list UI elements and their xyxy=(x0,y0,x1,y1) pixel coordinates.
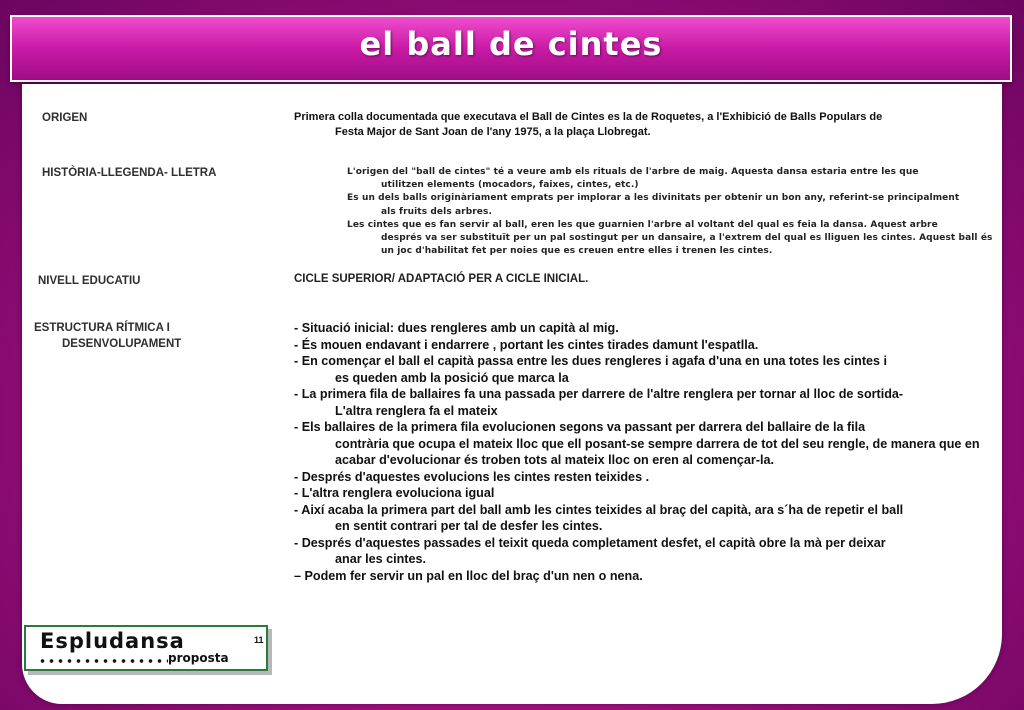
origen-line-1: Primera colla documentada que executava el Ball de Cintes es la de Roquetes, a l'Exhibició de Balls Populars de xyxy=(294,111,883,123)
page-title: el ball de cintes xyxy=(359,25,663,63)
item-3-text: - En començar el ball el capità passa entre les dues rengleres i agafa d'una en una totes les cintes i xyxy=(294,354,888,368)
logo-name: Espludansa xyxy=(40,629,185,653)
item-1-text: - Situació inicial: dues rengleres amb un capità al mig. xyxy=(294,321,619,335)
historia-p1-first: L'origen del "ball de cintes" té a veure amb els rituals de l'arbre de maig. Aquesta dansa estaria entre les que xyxy=(347,167,919,177)
historia-label: HISTÒRIA-LLEGENDA- LLETRA xyxy=(42,167,217,179)
origen-text xyxy=(294,110,1002,140)
origen-label: ORIGEN xyxy=(42,112,88,124)
logo-subtitle: proposta xyxy=(168,651,229,665)
historia-p2-first: Es un dels balls originàriament emprats per implorar a les divinitats per obtenir un bon any, referint-se principalment xyxy=(347,193,960,204)
historia-text xyxy=(347,166,1002,258)
historia-p1-rest: utilitzen elements (mocadors, faixes, cintes, etc.) xyxy=(381,180,639,191)
list-item xyxy=(294,485,1002,502)
list-item xyxy=(294,535,1002,568)
item-4-text: - La primera fila de ballaires fa una passada per darrere de l'altre renglera per tornar al lloc de sortida- xyxy=(294,387,904,401)
historia-p3-first: Les cintes que es fan servir al ball, eren les que guarnien l'arbre al voltant del qual es feia la dansa. Aquest arbre xyxy=(347,219,938,230)
item-5-rest: contrària que ocupa el mateix lloc que ell posant-se sempre darrera de tot del seu rengle, de manera que en acabar d'evolucionar és troben tots al mateix lloc on eren al començar-la. xyxy=(335,436,980,467)
list-item xyxy=(294,502,1002,535)
list-item xyxy=(294,386,1002,419)
espludansa-logo xyxy=(24,625,268,671)
item-8-text: - Així acaba la primera part del ball amb les cintes teixides al braç del capità, ara s´ha de repetir el ball xyxy=(294,502,904,517)
item-6-text: - Després d'aquestes evolucions les cintes resten teixides . xyxy=(294,469,650,484)
logo-dots-decoration xyxy=(38,657,168,665)
item-9-rest: anar les cintes. xyxy=(335,552,427,566)
estructura-label-1: ESTRUCTURA RÍTMICA I xyxy=(34,322,170,334)
item-3-rest: es queden amb la posició que marca la xyxy=(335,370,569,385)
item-4-rest: L'altra renglera fa el mateix xyxy=(335,403,498,418)
title-bar xyxy=(10,15,1012,82)
historia-p2-rest: als fruits dels arbres. xyxy=(381,206,492,217)
historia-paragraph xyxy=(347,219,1002,259)
estructura-label-2: DESENVOLUPAMENT xyxy=(62,338,182,350)
origen-line-2: Festa Major de Sant Joan de l'any 1975, a la plaça Llobregat. xyxy=(335,126,651,138)
item-10-text: – Podem fer servir un pal en lloc del braç d'un nen o nena. xyxy=(294,568,643,583)
estructura-list xyxy=(294,320,1002,584)
list-item xyxy=(294,320,1002,337)
item-5-text: - Els ballaires de la primera fila evolucionen segons va passant per darrera del ballaire de la fila xyxy=(294,420,866,434)
nivell-value: CICLE SUPERIOR/ ADAPTACIÓ PER A CICLE INICIAL. xyxy=(294,273,589,285)
nivell-label: NIVELL EDUCATIU xyxy=(38,275,141,287)
item-7-text: - L'altra renglera evoluciona igual xyxy=(294,486,495,500)
item-9-text: - Després d'aquestes passades el teixit queda completament desfet, el capità obre la mà per deixar xyxy=(294,535,886,550)
list-item xyxy=(294,337,1002,354)
list-item xyxy=(294,568,1002,585)
logo-number: 11 xyxy=(254,635,264,645)
historia-p3-rest: després va ser substituït per un pal sostingut per un dansaire, a l'extrem del qual es lliguen les cintes. Aquest ball és un joc d'habilitat fet per noies que es creuen entre elles i trenen les cintes. xyxy=(381,233,993,257)
list-item xyxy=(294,469,1002,486)
item-2-text: - És mouen endavant i endarrere , portant les cintes tirades damunt l'espatlla. xyxy=(294,337,759,352)
item-8-rest: en sentit contrari per tal de desfer les cintes. xyxy=(335,519,603,533)
list-item xyxy=(294,419,1002,469)
historia-paragraph xyxy=(347,192,1002,218)
list-item xyxy=(294,353,1002,386)
historia-paragraph xyxy=(347,166,1002,192)
